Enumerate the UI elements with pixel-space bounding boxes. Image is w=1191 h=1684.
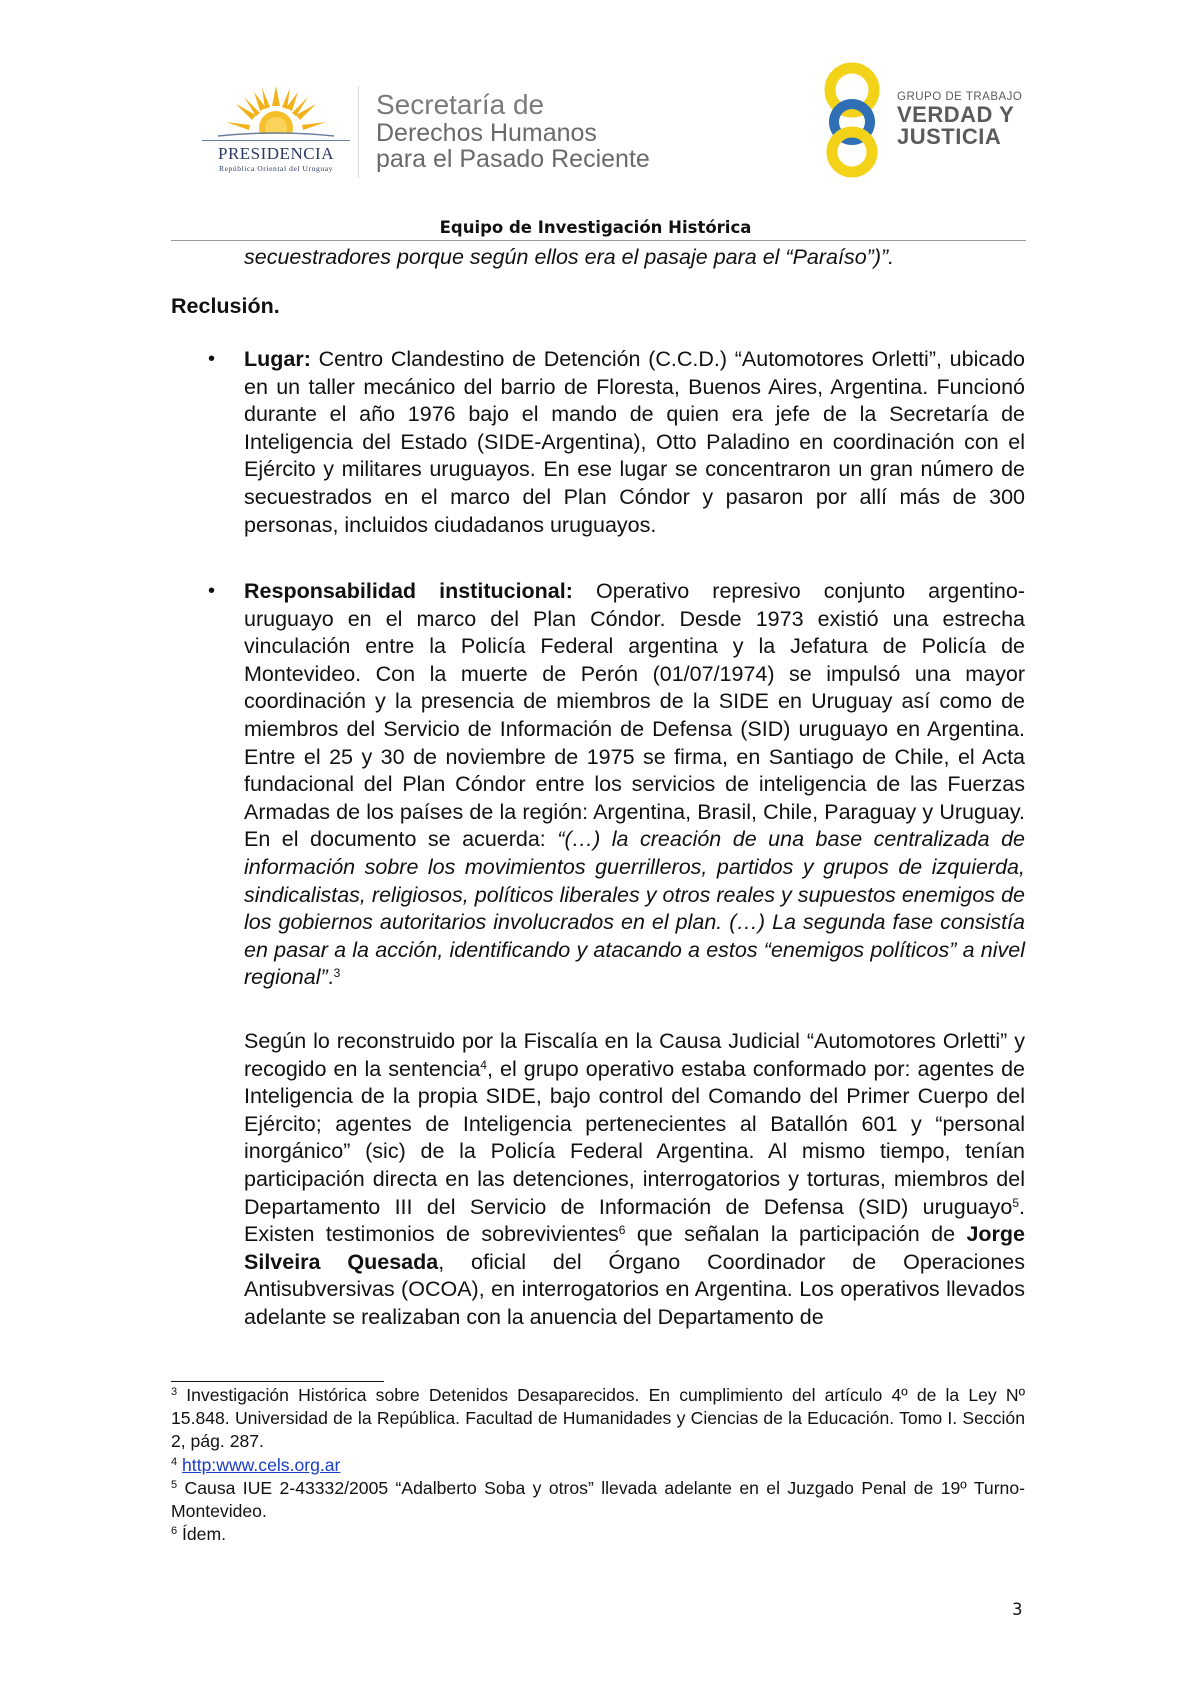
bullet-responsabilidad-label: Responsabilidad institucional: bbox=[244, 579, 573, 603]
footnote-3-number: 3 bbox=[171, 1386, 178, 1398]
presidencia-logo bbox=[196, 84, 356, 184]
carryover-quote: secuestradores porque según ellos era el pasaje para el “Paraíso”)”. bbox=[244, 245, 895, 269]
p3-text-c: . Existen testimonios de sobrevivientes bbox=[244, 1194, 1025, 1247]
footnote-3-text: Investigación Histórica sobre Detenidos Desaparecidos. En cumplimiento del artículo 4º de la Ley Nº 15.848. Universidad de la República. Facultad de Humanidades y Ciencias de la Educación. Tomo I. Sección 2, pág. 287. bbox=[171, 1385, 1025, 1451]
paragraph-fiscalia bbox=[244, 1028, 1025, 1332]
bullet-marker-lugar: • bbox=[208, 348, 216, 370]
footnote-ref-6[interactable]: 6 bbox=[618, 1223, 626, 1238]
presidencia-subtitle: República Oriental del Uruguay bbox=[218, 164, 333, 173]
person-name: Jorge Silveira Quesada bbox=[244, 1222, 1025, 1274]
presidencia-rule bbox=[202, 140, 350, 141]
quote-end: . bbox=[327, 965, 334, 990]
footnote-separator bbox=[171, 1381, 384, 1382]
footnote-ref-5[interactable]: 5 bbox=[1012, 1195, 1020, 1210]
footnote-6-number: 6 bbox=[171, 1525, 178, 1537]
secretaria-logotype bbox=[376, 90, 696, 172]
footnote-5-text: Causa IUE 2-43332/2005 “Adalberto Soba y otros” llevada adelante en el Juzgado Penal de 19º Turno-Montevideo. bbox=[171, 1478, 1025, 1521]
section-heading: Reclusión. bbox=[171, 294, 280, 318]
header-divider bbox=[358, 86, 359, 178]
footnote-5-number: 5 bbox=[171, 1479, 178, 1491]
bullet-lugar-text: Centro Clandestino de Detención (C.C.D.) “Automotores Orletti”, ubicado en un taller mecánico del barrio de Floresta, Buenos Aires, Argentina. Funcionó durante el año 1976 bajo el mando de quien era jefe de la Secretaría de Inteligencia del Estado (SIDE-Argentina), Otto Paladino en coordinación con el Ejército y militares uruguayos. En ese lugar se concentraron un gran número de secuestrados en el marco del Plan Cóndor y pasaron por allí más de 300 personas, incluidos ciudadanos uruguayos. bbox=[244, 347, 1025, 537]
p3-text-b: , el grupo operativo estaba conformado por: agentes de Inteligencia de la propia SIDE, bajo control del Comando del Primer Cuerpo del Ejército; agentes de Inteligencia pertenecientes al Batallón 601 y “personal inorgánico” (sic) de la Policía Federal Argentina. Al mismo tiempo, tenían participación directa en las detenciones, interrogatorios y torturas, miembros del Departamento III del Servicio de Información de Defensa (SID) uruguayo bbox=[244, 1056, 1025, 1219]
sun-emblem-icon bbox=[196, 84, 356, 142]
cels-link[interactable]: http:www.cels.org.ar bbox=[182, 1455, 341, 1475]
gtvj-line-1: GRUPO DE TRABAJO bbox=[897, 91, 1023, 103]
footnote-6 bbox=[171, 1523, 1025, 1546]
gtvj-line-3: JUSTICIA bbox=[897, 124, 1002, 149]
footnote-4 bbox=[171, 1454, 1025, 1477]
presidencia-wordmark: PRESIDENCIA bbox=[217, 144, 334, 163]
bullet-lugar-label: Lugar: bbox=[244, 347, 311, 371]
verdad-justicia-logotype bbox=[897, 90, 1037, 148]
bullet-responsabilidad bbox=[244, 578, 1025, 992]
secretaria-line-1: Secretaría de bbox=[376, 89, 545, 120]
secretaria-line-3: para el Pasado Reciente bbox=[376, 145, 650, 173]
page-number: 3 bbox=[1012, 1600, 1023, 1619]
p3-text-e: , oficial del Órgano Coordinador de Operaciones Antisubversivas (OCOA), en interrogatorios en Argentina. Los operativos llevados adelante se realizaban con la anuencia del Departamento de bbox=[244, 1249, 1025, 1329]
bullet-lugar bbox=[244, 346, 1025, 539]
footnote-4-number: 4 bbox=[171, 1456, 178, 1468]
condor-quote: “(…) la creación de una base centralizada de información sobre los movimientos guerrilleros, partidos y grupos de izquierda, sindicalistas, religiosos, políticos liberales y otros reales y supuestos enemigos de los gobiernos autoritarios involucrados en el plan. (…) La segunda fase consistía en pasar a la acción, identificando y atacando a estos “enemigos políticos” a nivel regional” bbox=[244, 827, 1025, 990]
footnote-6-text: Ídem. bbox=[177, 1524, 227, 1544]
bullet-marker-responsabilidad: • bbox=[208, 580, 216, 602]
footnote-5 bbox=[171, 1477, 1025, 1523]
p3-text-a: Según lo reconstruido por la Fiscalía en la Causa Judicial “Automotores Orletti” y recogido en la sentencia bbox=[244, 1029, 1025, 1081]
p3-text-d: que señalan la participación de bbox=[625, 1222, 967, 1247]
header-rule bbox=[171, 240, 1026, 241]
secretaria-line-2: Derechos Humanos bbox=[376, 119, 597, 147]
gtvj-line-2: VERDAD Y bbox=[897, 102, 1015, 127]
footnote-ref-4[interactable]: 4 bbox=[480, 1057, 487, 1072]
bullet-responsabilidad-text: Operativo represivo conjunto argentino-uruguayo en el marco del Plan Cóndor. Desde 1973 existió una estrecha vinculación entre la Policía Federal argentina y la Jefatura de Policía de Montevideo. Con la muerte de Perón (01/07/1974) se impulsó una mayor coordinación y la presencia de miembros de la SIDE en Uruguay así como de miembros del Servicio de Información de Defensa (SID) uruguayo en Argentina. Entre el 25 y 30 de noviembre de 1975 se firma, en Santiago de Chile, el Acta fundacional del Plan Cóndor entre los servicios de inteligencia de las Fuerzas Armadas de los países de la región: Argentina, Brasil, Chile, Paraguay y Uruguay. En el documento se acuerda: bbox=[244, 579, 1025, 852]
footnote-ref-3[interactable]: 3 bbox=[333, 966, 341, 981]
team-title: Equipo de Investigación Histórica bbox=[439, 218, 752, 237]
footnote-3 bbox=[171, 1384, 1025, 1453]
